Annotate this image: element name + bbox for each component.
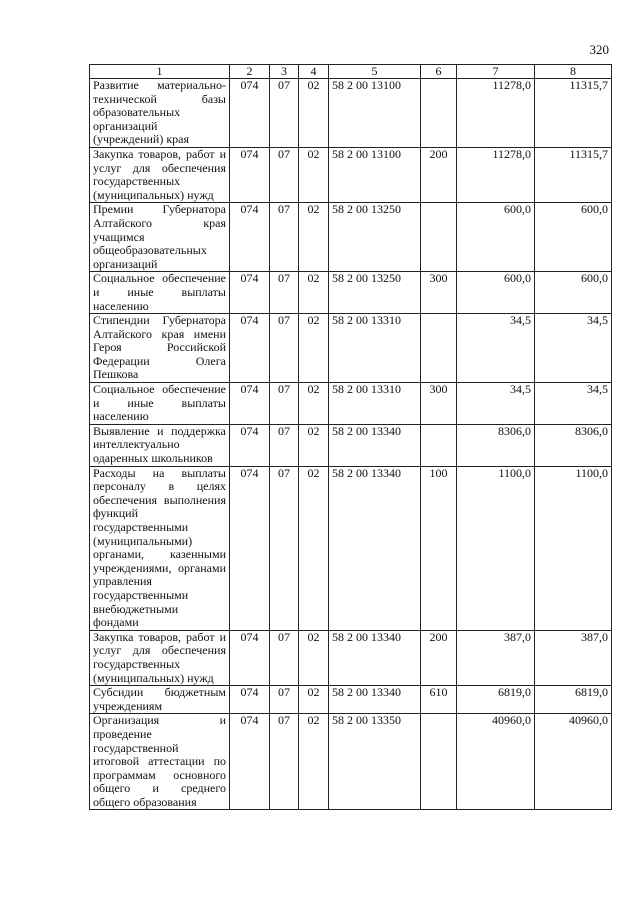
table-row [90,147,612,202]
header-col-5: 5 [329,65,421,79]
table-row [90,424,612,466]
row-expense-type: 610 [421,686,457,714]
row-ministry-code: 074 [230,203,270,272]
row-subsection-code: 02 [299,714,329,810]
header-col-7: 7 [457,65,535,79]
row-expense-type [421,314,457,383]
row-sum-col8: 11315,7 [535,79,612,148]
row-sum-col8: 11315,7 [535,147,612,202]
row-sum-col8: 34,5 [535,314,612,383]
page-number: 320 [589,42,609,57]
row-sum-col7: 6819,0 [457,686,535,714]
row-section-code: 07 [270,314,299,383]
row-sum-col8: 8306,0 [535,424,612,466]
row-section-code: 07 [270,272,299,314]
header-col-6: 6 [421,65,457,79]
row-sum-col8: 600,0 [535,272,612,314]
table-row [90,630,612,685]
row-sum-col7: 11278,0 [457,147,535,202]
row-subsection-code: 02 [299,79,329,148]
row-subsection-code: 02 [299,314,329,383]
row-section-code: 07 [270,424,299,466]
row-expense-type: 300 [421,272,457,314]
row-sum-col7: 600,0 [457,203,535,272]
header-col-2: 2 [230,65,270,79]
row-sum-col8: 600,0 [535,203,612,272]
row-section-code: 07 [270,714,299,810]
row-target-article: 58 2 00 13340 [329,466,421,630]
row-subsection-code: 02 [299,466,329,630]
row-target-article: 58 2 00 13310 [329,314,421,383]
row-expense-type [421,79,457,148]
row-name: Социальное обеспечение и иные выплаты населению [90,383,230,425]
row-sum-col8: 40960,0 [535,714,612,810]
row-expense-type: 300 [421,383,457,425]
row-sum-col7: 1100,0 [457,466,535,630]
table-row [90,466,612,630]
row-sum-col7: 387,0 [457,630,535,685]
row-ministry-code: 074 [230,424,270,466]
row-subsection-code: 02 [299,272,329,314]
row-expense-type [421,203,457,272]
header-col-8: 8 [535,65,612,79]
row-target-article: 58 2 00 13250 [329,272,421,314]
row-name: Закупка товаров, работ и услуг для обеспечения государственных (муниципальных) нужд [90,147,230,202]
header-col-3: 3 [270,65,299,79]
row-ministry-code: 074 [230,686,270,714]
row-subsection-code: 02 [299,383,329,425]
row-sum-col7: 600,0 [457,272,535,314]
row-target-article: 58 2 00 13350 [329,714,421,810]
row-section-code: 07 [270,383,299,425]
row-sum-col7: 8306,0 [457,424,535,466]
row-expense-type [421,714,457,810]
row-sum-col7: 34,5 [457,314,535,383]
row-name: Социальное обеспечение и иные выплаты населению [90,272,230,314]
row-sum-col8: 387,0 [535,630,612,685]
row-ministry-code: 074 [230,79,270,148]
table-row [90,383,612,425]
row-subsection-code: 02 [299,203,329,272]
row-ministry-code: 074 [230,272,270,314]
row-name: Выявление и поддержка интеллектуально одаренных школьников [90,424,230,466]
row-target-article: 58 2 00 13340 [329,686,421,714]
row-subsection-code: 02 [299,630,329,685]
table-row [90,272,612,314]
row-name: Премии Губернатора Алтайского края учащимся общеобразовательных организаций [90,203,230,272]
row-ministry-code: 074 [230,466,270,630]
row-ministry-code: 074 [230,147,270,202]
row-sum-col8: 34,5 [535,383,612,425]
header-col-1: 1 [90,65,230,79]
row-target-article: 58 2 00 13100 [329,79,421,148]
row-subsection-code: 02 [299,147,329,202]
row-ministry-code: 074 [230,314,270,383]
row-ministry-code: 074 [230,383,270,425]
row-section-code: 07 [270,630,299,685]
row-ministry-code: 074 [230,630,270,685]
row-name: Стипендии Губернатора Алтайского края имени Героя Российской Федерации Олега Пешкова [90,314,230,383]
header-row [90,65,612,79]
row-expense-type: 100 [421,466,457,630]
row-name: Расходы на выплаты персоналу в целях обеспечения выполнения функций государственными (муниципальными) органами, казенными учреждениями, органами управления государственными внебюджетными фондами [90,466,230,630]
row-name: Организация и проведение государственной итоговой аттестации по программам основного общего и среднего общего образования [90,714,230,810]
row-subsection-code: 02 [299,686,329,714]
row-section-code: 07 [270,79,299,148]
row-expense-type: 200 [421,630,457,685]
row-sum-col8: 6819,0 [535,686,612,714]
row-target-article: 58 2 00 13340 [329,630,421,685]
table-row [90,714,612,810]
row-sum-col8: 1100,0 [535,466,612,630]
row-name: Развитие материально-технической базы образовательных организаций (учреждений) края [90,79,230,148]
row-name: Субсидии бюджетным учреждениям [90,686,230,714]
row-target-article: 58 2 00 13250 [329,203,421,272]
header-col-4: 4 [299,65,329,79]
row-ministry-code: 074 [230,714,270,810]
row-section-code: 07 [270,466,299,630]
row-target-article: 58 2 00 13100 [329,147,421,202]
row-section-code: 07 [270,203,299,272]
row-name: Закупка товаров, работ и услуг для обеспечения государственных (муниципальных) нужд [90,630,230,685]
row-expense-type [421,424,457,466]
row-target-article: 58 2 00 13340 [329,424,421,466]
row-sum-col7: 11278,0 [457,79,535,148]
row-sum-col7: 40960,0 [457,714,535,810]
row-section-code: 07 [270,147,299,202]
table-row [90,203,612,272]
row-subsection-code: 02 [299,424,329,466]
table-row [90,686,612,714]
table-row [90,314,612,383]
row-expense-type: 200 [421,147,457,202]
row-section-code: 07 [270,686,299,714]
row-target-article: 58 2 00 13310 [329,383,421,425]
budget-table [89,64,612,810]
row-sum-col7: 34,5 [457,383,535,425]
table-row [90,79,612,148]
